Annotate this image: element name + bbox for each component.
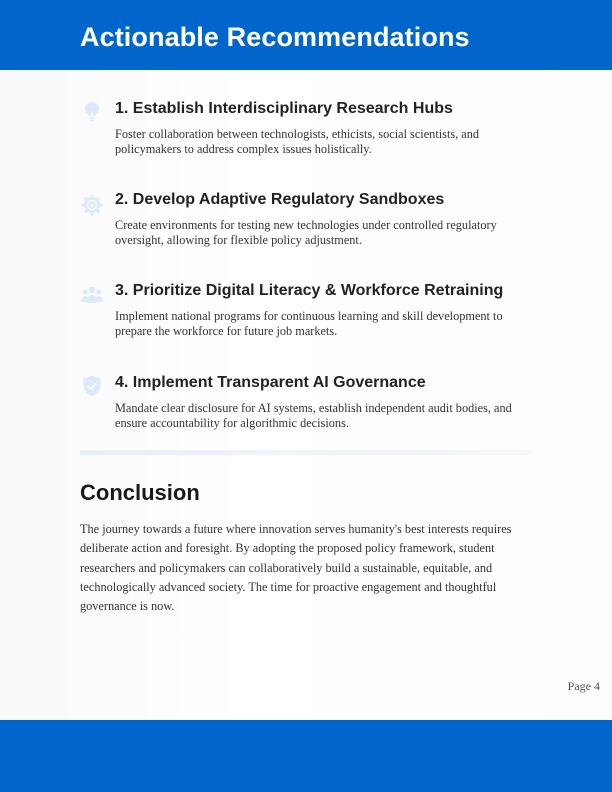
users-icon bbox=[80, 283, 104, 307]
recommendation-description: Foster collaboration between technologists, ethicists, social scientists, and policymakers to address complex issues holistically. bbox=[115, 127, 480, 156]
recommendation-title: 2. Develop Adaptive Regulatory Sandboxes bbox=[115, 191, 445, 208]
recommendation-description: Mandate clear disclosure for AI systems, establish independent audit bodies, and ensure accountability for algorithmic decisions. bbox=[115, 401, 512, 430]
recommendation-title: 4. Implement Transparent AI Governance bbox=[115, 374, 426, 391]
section-divider bbox=[80, 450, 532, 455]
recommendation-description: Create environments for testing new technologies under controlled regulatory oversight, allowing for flexible policy adjustment. bbox=[115, 218, 497, 247]
lightbulb-icon bbox=[80, 100, 104, 124]
page-number: Page 4 bbox=[567, 679, 600, 693]
gear-icon bbox=[80, 193, 104, 217]
shield-check-icon bbox=[80, 374, 104, 398]
page-title: Actionable Recommendations bbox=[80, 22, 470, 52]
conclusion-heading: Conclusion bbox=[80, 480, 200, 505]
conclusion-paragraph: The journey towards a future where innovation serves humanity's best interests requires deliberate action and foresight. By adopting the proposed policy framework, student researchers and policymakers can collaboratively build a sustainable, equitable, and technologically advanced society. The time for proactive engagement and thoughtful governance is now. bbox=[80, 522, 512, 614]
recommendation-description: Implement national programs for continuous learning and skill development to prepare the workforce for future job markets. bbox=[115, 309, 503, 338]
recommendation-title: 3. Prioritize Digital Literacy & Workforce Retraining bbox=[115, 282, 504, 299]
page-header bbox=[0, 0, 612, 70]
recommendation-title: 1. Establish Interdisciplinary Research Hubs bbox=[115, 100, 453, 117]
page-footer-bar bbox=[0, 720, 612, 792]
